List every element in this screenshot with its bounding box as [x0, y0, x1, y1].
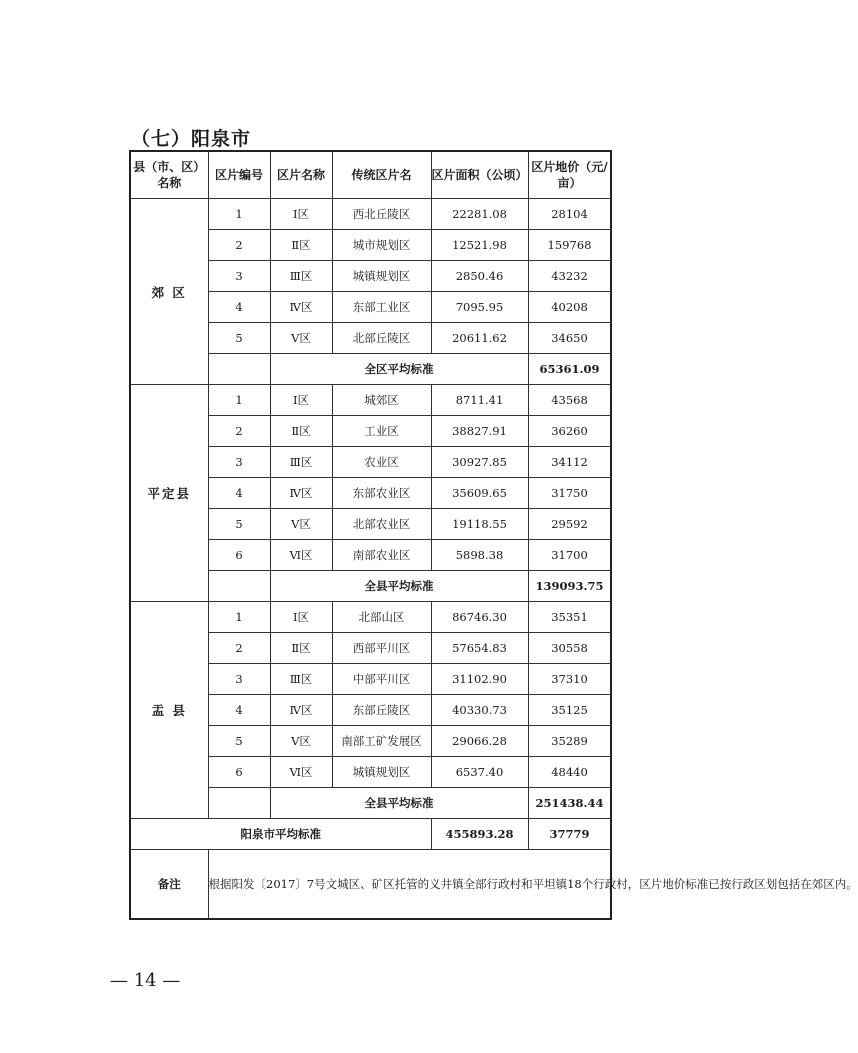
zone-price: 34112 [528, 447, 611, 478]
traditional-zone-name: 东部丘陵区 [332, 695, 431, 726]
zone-name: Ⅳ区 [270, 478, 332, 509]
zone-number: 3 [208, 261, 270, 292]
zone-number: 3 [208, 664, 270, 695]
header-area: 区片面积（公顷） [431, 151, 528, 199]
header-zone-no: 区片编号 [208, 151, 270, 199]
city-average-label: 阳泉市平均标准 [130, 819, 431, 850]
zone-price: 35125 [528, 695, 611, 726]
zone-area: 30927.85 [431, 447, 528, 478]
zone-number: 2 [208, 230, 270, 261]
table-row [130, 199, 611, 230]
traditional-zone-name: 南部农业区 [332, 540, 431, 571]
city-average-row [130, 819, 611, 850]
zone-area: 57654.83 [431, 633, 528, 664]
zone-name: Ⅲ区 [270, 447, 332, 478]
zone-price: 37310 [528, 664, 611, 695]
zone-number: 2 [208, 633, 270, 664]
average-area: 65361.09 [528, 354, 611, 385]
traditional-zone-name: 南部工矿发展区 [332, 726, 431, 757]
zone-price: 29592 [528, 509, 611, 540]
zone-name: Ⅲ区 [270, 664, 332, 695]
average-area: 251438.44 [528, 788, 611, 819]
table-header-row [130, 151, 611, 199]
zone-number: 5 [208, 726, 270, 757]
zone-name: Ⅱ区 [270, 633, 332, 664]
traditional-zone-name: 工业区 [332, 416, 431, 447]
zone-number: 6 [208, 540, 270, 571]
zone-price: 30558 [528, 633, 611, 664]
remark-label: 备注 [130, 850, 208, 920]
zone-name: Ⅰ区 [270, 602, 332, 633]
zone-area: 5898.38 [431, 540, 528, 571]
remark-text: 根据阳发〔2017〕7号文城区、矿区托管的义井镇全部行政村和平坦镇18个行政村，区片地价标准已按行政区划包括在郊区内。 [208, 850, 611, 920]
zone-area: 6537.40 [431, 757, 528, 788]
header-traditional-name: 传统区片名 [332, 151, 431, 199]
header-zone-name: 区片名称 [270, 151, 332, 199]
traditional-zone-name: 东部工业区 [332, 292, 431, 323]
zone-number: 1 [208, 199, 270, 230]
section-title: （七）阳泉市 [131, 128, 252, 150]
zone-name: Ⅰ区 [270, 385, 332, 416]
average-standard-label: 全区平均标准 [270, 354, 528, 385]
county-name: 平定县 [130, 385, 208, 602]
zone-name: Ⅱ区 [270, 416, 332, 447]
zone-price: 34650 [528, 323, 611, 354]
zone-area: 31102.90 [431, 664, 528, 695]
zone-price: 31750 [528, 478, 611, 509]
traditional-zone-name: 北部丘陵区 [332, 323, 431, 354]
page-number: — 14 — [110, 970, 181, 991]
zone-price: 40208 [528, 292, 611, 323]
zone-price: 48440 [528, 757, 611, 788]
city-average-price: 37779 [528, 819, 611, 850]
land-price-table [129, 150, 858, 920]
traditional-zone-name: 城郊区 [332, 385, 431, 416]
zone-area: 20611.62 [431, 323, 528, 354]
traditional-zone-name: 中部平川区 [332, 664, 431, 695]
average-standard-label: 全县平均标准 [270, 571, 528, 602]
zone-area: 22281.08 [431, 199, 528, 230]
blank-cell [208, 571, 270, 602]
zone-name: Ⅴ区 [270, 509, 332, 540]
traditional-zone-name: 城镇规划区 [332, 757, 431, 788]
zone-number: 5 [208, 323, 270, 354]
zone-name: Ⅲ区 [270, 261, 332, 292]
zone-price: 31700 [528, 540, 611, 571]
city-average-area: 455893.28 [431, 819, 528, 850]
county-name: 盂 县 [130, 602, 208, 819]
table-row [130, 602, 611, 633]
zone-name: Ⅳ区 [270, 292, 332, 323]
zone-number: 1 [208, 385, 270, 416]
zone-number: 1 [208, 602, 270, 633]
zone-number: 6 [208, 757, 270, 788]
zone-number: 3 [208, 447, 270, 478]
table-row [130, 385, 611, 416]
zone-number: 4 [208, 478, 270, 509]
zone-area: 86746.30 [431, 602, 528, 633]
zone-price: 43232 [528, 261, 611, 292]
zone-price: 35289 [528, 726, 611, 757]
zone-area: 40330.73 [431, 695, 528, 726]
zone-name: Ⅴ区 [270, 323, 332, 354]
header-county: 县（市、区）名称 [130, 151, 208, 199]
zone-price: 36260 [528, 416, 611, 447]
zone-number: 2 [208, 416, 270, 447]
zone-price: 159768 [528, 230, 611, 261]
traditional-zone-name: 北部农业区 [332, 509, 431, 540]
header-price: 区片地价（元/亩） [528, 151, 611, 199]
zone-number: 5 [208, 509, 270, 540]
zone-area: 8711.41 [431, 385, 528, 416]
traditional-zone-name: 城镇规划区 [332, 261, 431, 292]
zone-name: Ⅴ区 [270, 726, 332, 757]
remark-row [130, 850, 611, 920]
traditional-zone-name: 西部平川区 [332, 633, 431, 664]
traditional-zone-name: 城市规划区 [332, 230, 431, 261]
zone-name: Ⅵ区 [270, 757, 332, 788]
zone-area: 35609.65 [431, 478, 528, 509]
zone-area: 12521.98 [431, 230, 528, 261]
county-name: 郊 区 [130, 199, 208, 385]
zone-number: 4 [208, 695, 270, 726]
traditional-zone-name: 东部农业区 [332, 478, 431, 509]
blank-cell [208, 788, 270, 819]
zone-name: Ⅰ区 [270, 199, 332, 230]
zone-name: Ⅵ区 [270, 540, 332, 571]
zone-area: 7095.95 [431, 292, 528, 323]
zone-area: 2850.46 [431, 261, 528, 292]
zone-price: 35351 [528, 602, 611, 633]
zone-name: Ⅳ区 [270, 695, 332, 726]
zone-area: 19118.55 [431, 509, 528, 540]
zone-area: 29066.28 [431, 726, 528, 757]
traditional-zone-name: 西北丘陵区 [332, 199, 431, 230]
average-area: 139093.75 [528, 571, 611, 602]
traditional-zone-name: 农业区 [332, 447, 431, 478]
zone-number: 4 [208, 292, 270, 323]
average-standard-label: 全县平均标准 [270, 788, 528, 819]
traditional-zone-name: 北部山区 [332, 602, 431, 633]
zone-price: 28104 [528, 199, 611, 230]
zone-name: Ⅱ区 [270, 230, 332, 261]
zone-price: 43568 [528, 385, 611, 416]
blank-cell [208, 354, 270, 385]
zone-area: 38827.91 [431, 416, 528, 447]
